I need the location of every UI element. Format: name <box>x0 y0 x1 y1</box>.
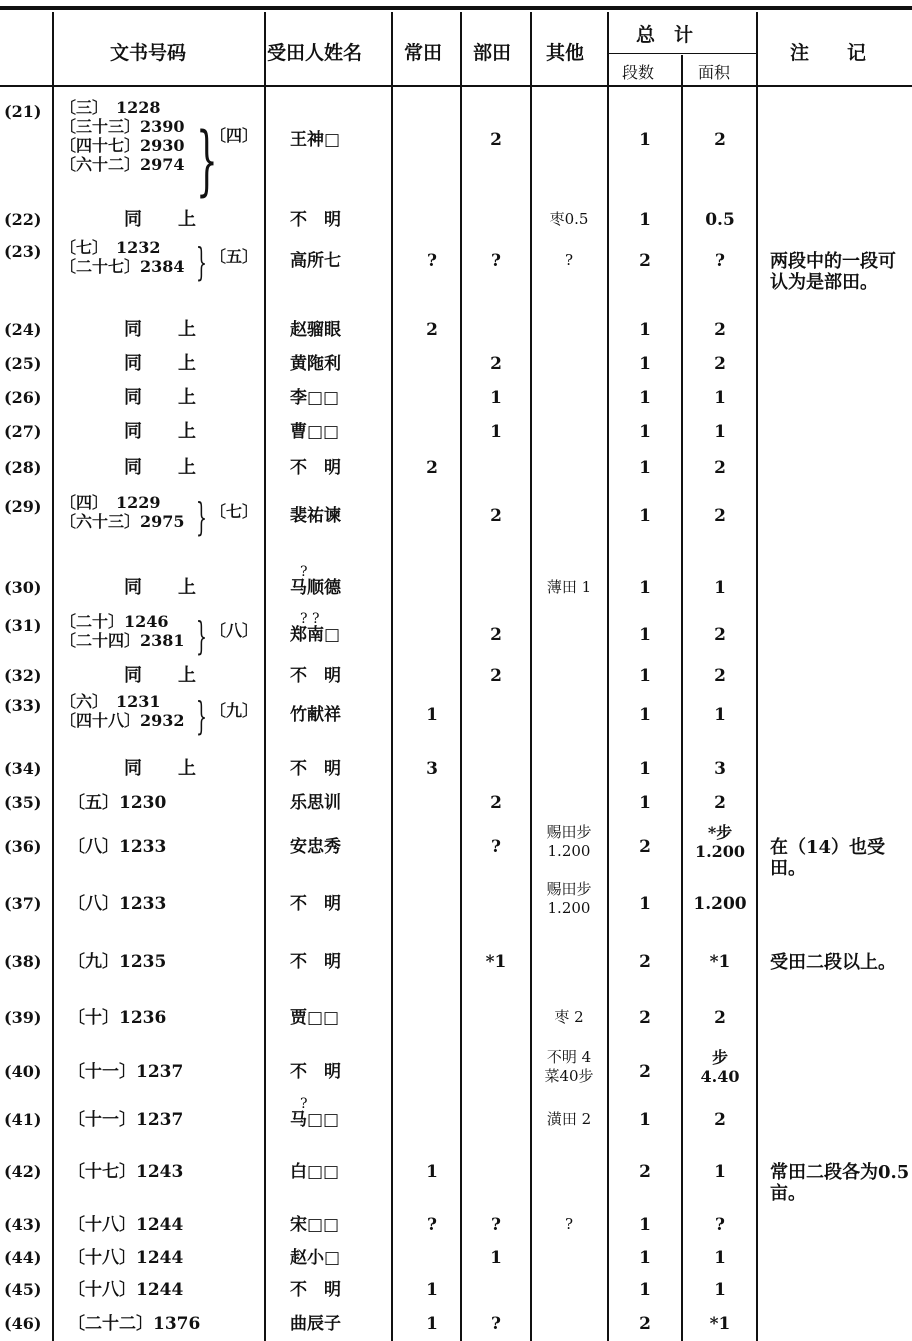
doc-number: 同 上 <box>124 457 196 478</box>
top-rule <box>0 6 912 10</box>
other-value <box>532 880 606 918</box>
doc-number: 〔十一〕1237 <box>68 1110 184 1130</box>
header-segments: 段数 <box>622 63 655 82</box>
table-row <box>0 1303 912 1337</box>
table-row <box>0 1140 912 1204</box>
area-value: 2 <box>714 320 726 340</box>
table-row <box>0 992 912 1036</box>
row-number: (30) <box>4 578 42 597</box>
doc-number: 同 上 <box>124 209 196 230</box>
area-value: 0.5 <box>705 210 735 230</box>
area-value-line: 1.200 <box>694 842 746 861</box>
doc-number: 〔八〕1233 <box>68 894 167 914</box>
row-number: (24) <box>4 320 42 339</box>
segment-count: 2 <box>639 1314 651 1334</box>
row-number: (34) <box>4 759 42 778</box>
butian-value: ? <box>491 251 501 271</box>
butian-value: 2 <box>490 506 502 526</box>
row-number: (43) <box>4 1215 42 1234</box>
row-number: (37) <box>4 894 42 913</box>
doc-number-line: 〔六十二〕2974 <box>60 155 185 174</box>
other-value: ? <box>564 251 574 269</box>
segment-count: 1 <box>639 578 651 598</box>
recipient-name: 不 明 <box>290 759 341 779</box>
doc-number: 〔二十二〕1376 <box>68 1314 201 1334</box>
butian-value: ? <box>491 1215 501 1235</box>
recipient-name: 高所七 <box>290 251 341 271</box>
doc-number-line: 〔二十七〕2384 <box>60 257 185 276</box>
segment-count: 2 <box>639 1008 651 1028</box>
area-value: 3 <box>714 759 726 779</box>
area-value: 2 <box>714 354 726 374</box>
doc-number: 〔十七〕1243 <box>68 1162 184 1182</box>
area-value: 2 <box>714 666 726 686</box>
table-row <box>0 1205 912 1237</box>
doc-group-label: 〔七〕 <box>210 502 259 521</box>
doc-number-line: 〔七〕 1232 <box>60 238 161 257</box>
recipient-name: 郑南□ <box>290 625 341 645</box>
table-row <box>0 560 912 608</box>
doc-number: 同 上 <box>124 577 196 598</box>
segment-count: 1 <box>639 666 651 686</box>
recipient-name: 不 明 <box>290 666 341 686</box>
segment-count: 1 <box>639 1215 651 1235</box>
area-value-line: *步 <box>707 823 733 842</box>
segment-count: 1 <box>639 793 651 813</box>
butian-value: 1 <box>490 1248 502 1268</box>
area-value-line: 步 <box>711 1048 728 1067</box>
segment-count: 2 <box>639 952 651 972</box>
area-value: *1 <box>709 952 731 972</box>
recipient-name: 曹□□ <box>290 422 340 442</box>
recipient-name: 李□□ <box>290 388 340 408</box>
table-row <box>0 1096 912 1136</box>
recipient-name: 贾□□ <box>290 1008 340 1028</box>
header-changtian: 常田 <box>404 42 443 64</box>
row-number: (31) <box>4 616 42 635</box>
row-number: (45) <box>4 1280 42 1299</box>
other-value: ? <box>564 1215 574 1233</box>
area-value: 1 <box>714 388 726 408</box>
area-value <box>684 823 756 861</box>
segment-count: 1 <box>639 210 651 230</box>
segment-count: 1 <box>639 354 651 374</box>
area-value: 2 <box>714 625 726 645</box>
header-rule <box>0 85 912 87</box>
table-row <box>0 934 912 982</box>
butian-value: *1 <box>485 952 507 972</box>
butian-value: ? <box>491 1314 501 1334</box>
area-value: 2 <box>714 506 726 526</box>
header-other: 其他 <box>546 42 585 64</box>
total-sub-rule <box>607 53 756 54</box>
other-value-line: 赐田步 <box>546 823 592 841</box>
area-value: 2 <box>714 793 726 813</box>
other-value <box>532 823 606 861</box>
uncertain-mark: ? ? <box>300 611 320 627</box>
area-value: 2 <box>714 458 726 478</box>
doc-group-label: 〔四〕 <box>210 126 259 145</box>
butian-value: 2 <box>490 130 502 150</box>
segment-count: 1 <box>639 1280 651 1300</box>
table-row <box>0 344 912 376</box>
doc-number: 同 上 <box>124 319 196 340</box>
doc-number: 〔八〕1233 <box>68 837 167 857</box>
segment-count: 1 <box>639 759 651 779</box>
doc-number: 同 上 <box>124 665 196 686</box>
row-number: (22) <box>4 210 42 229</box>
doc-number: 〔十一〕1237 <box>68 1062 184 1082</box>
recipient-name: 竹献祥 <box>290 705 341 725</box>
group-brace: } <box>196 694 207 738</box>
doc-number: 〔十八〕1244 <box>68 1215 184 1235</box>
table-row <box>0 749 912 781</box>
row-number: (36) <box>4 837 42 856</box>
doc-group-label: 〔八〕 <box>210 621 259 640</box>
group-brace: } <box>196 240 207 284</box>
recipient-name: 宋□□ <box>290 1215 340 1235</box>
recipient-name: 白□□ <box>290 1162 340 1182</box>
table-row <box>0 378 912 410</box>
other-value: 枣 2 <box>554 1008 584 1026</box>
other-value: 薄田 1 <box>546 578 592 596</box>
table-row <box>0 1238 912 1270</box>
row-number: (33) <box>4 696 42 715</box>
recipient-name: 黄陁利 <box>290 354 341 374</box>
recipient-name: 马□□ <box>290 1110 340 1130</box>
butian-value: 2 <box>490 793 502 813</box>
table-row <box>0 493 912 545</box>
area-value: ? <box>715 1215 725 1235</box>
other-value: 枣0.5 <box>549 210 589 228</box>
area-value: ? <box>715 251 725 271</box>
row-number: (27) <box>4 422 42 441</box>
changtian-value: 2 <box>426 320 438 340</box>
doc-number: 同 上 <box>124 353 196 374</box>
doc-number-line: 〔二十〕1246 <box>60 612 169 631</box>
butian-value: 2 <box>490 354 502 374</box>
changtian-value: 3 <box>426 759 438 779</box>
recipient-name: 王神□ <box>290 130 341 150</box>
row-number: (44) <box>4 1248 42 1267</box>
row-number: (26) <box>4 388 42 407</box>
segment-count: 1 <box>639 388 651 408</box>
row-note: 在（14）也受田。 <box>770 837 886 879</box>
recipient-name: 不 明 <box>290 894 341 914</box>
changtian-value: ? <box>427 251 437 271</box>
doc-number: 同 上 <box>124 421 196 442</box>
recipient-name: 不 明 <box>290 1280 341 1300</box>
table-row <box>0 98 912 204</box>
table-row <box>0 1040 912 1096</box>
segment-count: 2 <box>639 1162 651 1182</box>
doc-number-line: 〔四〕 1229 <box>60 493 161 512</box>
table-row <box>0 198 912 234</box>
butian-value: 1 <box>490 422 502 442</box>
table-row <box>0 238 912 304</box>
table-row <box>0 692 912 738</box>
recipient-name: 不 明 <box>290 210 341 230</box>
doc-number-line: 〔三十三〕2390 <box>60 117 185 136</box>
segment-count: 1 <box>639 705 651 725</box>
area-value: 2 <box>714 1008 726 1028</box>
area-value: *1 <box>709 1314 731 1334</box>
other-value <box>532 1048 606 1086</box>
doc-number: 同 上 <box>124 387 196 408</box>
area-value: 1 <box>714 422 726 442</box>
recipient-name: 赵小□ <box>290 1248 341 1268</box>
butian-value: 2 <box>490 625 502 645</box>
row-number: (25) <box>4 354 42 373</box>
doc-number: 〔九〕1235 <box>68 952 167 972</box>
row-number: (29) <box>4 497 42 516</box>
doc-group-label: 〔五〕 <box>210 247 259 266</box>
row-number: (39) <box>4 1008 42 1027</box>
recipient-name: 曲辰子 <box>290 1314 341 1334</box>
area-value: 2 <box>714 130 726 150</box>
changtian-value: 2 <box>426 458 438 478</box>
doc-number-line: 〔六十三〕2975 <box>60 512 185 531</box>
area-value: 1 <box>714 1280 726 1300</box>
header-doc-no: 文书号码 <box>110 42 187 64</box>
area-value-line: 4.40 <box>700 1067 740 1086</box>
segment-count: 1 <box>639 1110 651 1130</box>
doc-number-line: 〔六〕 1231 <box>60 692 161 711</box>
other-value-line: 1.200 <box>547 899 591 917</box>
segment-count: 1 <box>639 130 651 150</box>
other-value-line: 赐田步 <box>546 880 592 898</box>
segment-count: 1 <box>639 422 651 442</box>
segment-count: 1 <box>639 458 651 478</box>
table-row <box>0 783 912 815</box>
row-number: (32) <box>4 666 42 685</box>
doc-number: 〔十八〕1244 <box>68 1248 184 1268</box>
area-value: 1.200 <box>693 894 747 914</box>
doc-number-line: 〔四十八〕2932 <box>60 711 185 730</box>
doc-number: 〔五〕1230 <box>68 793 167 813</box>
recipient-name: 马顺德 <box>290 578 341 598</box>
table-row <box>0 820 912 879</box>
butian-value: 2 <box>490 666 502 686</box>
area-value <box>684 1048 756 1086</box>
segment-count: 2 <box>639 837 651 857</box>
segment-count: 2 <box>639 1062 651 1082</box>
segment-count: 1 <box>639 625 651 645</box>
row-number: (40) <box>4 1062 42 1081</box>
table-row <box>0 1270 912 1302</box>
doc-number-line: 〔三〕 1228 <box>60 98 161 117</box>
segment-count: 2 <box>639 251 651 271</box>
other-value-line: 菜40步 <box>544 1067 594 1085</box>
row-number: (46) <box>4 1314 42 1333</box>
header-name: 受田人姓名 <box>267 42 363 64</box>
table-row <box>0 412 912 444</box>
row-number: (23) <box>4 242 42 261</box>
doc-number-line: 〔二十四〕2381 <box>60 631 185 650</box>
doc-number-line: 〔四十七〕2930 <box>60 136 185 155</box>
changtian-value: ? <box>427 1215 437 1235</box>
doc-number: 同 上 <box>124 758 196 779</box>
other-value-line: 1.200 <box>547 842 591 860</box>
segment-count: 1 <box>639 506 651 526</box>
header-total: 总 计 <box>636 24 694 46</box>
row-note: 受田二段以上。 <box>770 952 896 973</box>
group-brace: } <box>196 614 207 658</box>
other-value: 潢田 2 <box>546 1110 592 1128</box>
doc-number: 〔十八〕1244 <box>68 1280 184 1300</box>
table-row <box>0 447 912 481</box>
doc-group-label: 〔九〕 <box>210 701 259 720</box>
area-value: 1 <box>714 1248 726 1268</box>
butian-value: ? <box>491 837 501 857</box>
row-number: (38) <box>4 952 42 971</box>
header-butian: 部田 <box>473 42 512 64</box>
recipient-name: 不 明 <box>290 952 341 972</box>
uncertain-mark: ? <box>300 564 308 580</box>
changtian-value: 1 <box>426 705 438 725</box>
doc-number: 〔十〕1236 <box>68 1008 167 1028</box>
table-row <box>0 872 912 928</box>
row-number: (28) <box>4 458 42 477</box>
changtian-value: 1 <box>426 1280 438 1300</box>
row-note: 常田二段各为0.5亩。 <box>770 1162 910 1204</box>
area-value: 1 <box>714 705 726 725</box>
header-area: 面积 <box>698 63 731 82</box>
butian-value: 1 <box>490 388 502 408</box>
recipient-name: 裴祐谏 <box>290 506 341 526</box>
segment-count: 1 <box>639 320 651 340</box>
table-row <box>0 611 912 658</box>
recipient-name: 安忠秀 <box>290 837 341 857</box>
other-value-line: 不明 4 <box>546 1048 592 1066</box>
changtian-value: 1 <box>426 1162 438 1182</box>
recipient-name: 乐思训 <box>290 793 341 813</box>
group-brace: } <box>196 115 218 204</box>
row-number: (41) <box>4 1110 42 1129</box>
segment-count: 1 <box>639 1248 651 1268</box>
header-note: 注 记 <box>790 42 867 64</box>
row-number: (42) <box>4 1162 42 1181</box>
row-number: (35) <box>4 793 42 812</box>
recipient-name: 不 明 <box>290 1062 341 1082</box>
area-value: 1 <box>714 578 726 598</box>
table-row <box>0 655 912 689</box>
recipient-name: 不 明 <box>290 458 341 478</box>
segment-count: 1 <box>639 894 651 914</box>
recipient-name: 赵骝眼 <box>290 320 341 340</box>
group-brace: } <box>196 495 207 539</box>
row-number: (21) <box>4 102 42 121</box>
table-row <box>0 310 912 342</box>
changtian-value: 1 <box>426 1314 438 1334</box>
area-value: 2 <box>714 1110 726 1130</box>
area-value: 1 <box>714 1162 726 1182</box>
uncertain-mark: ? <box>300 1096 308 1112</box>
row-note: 两段中的一段可认为是部田。 <box>770 251 896 293</box>
